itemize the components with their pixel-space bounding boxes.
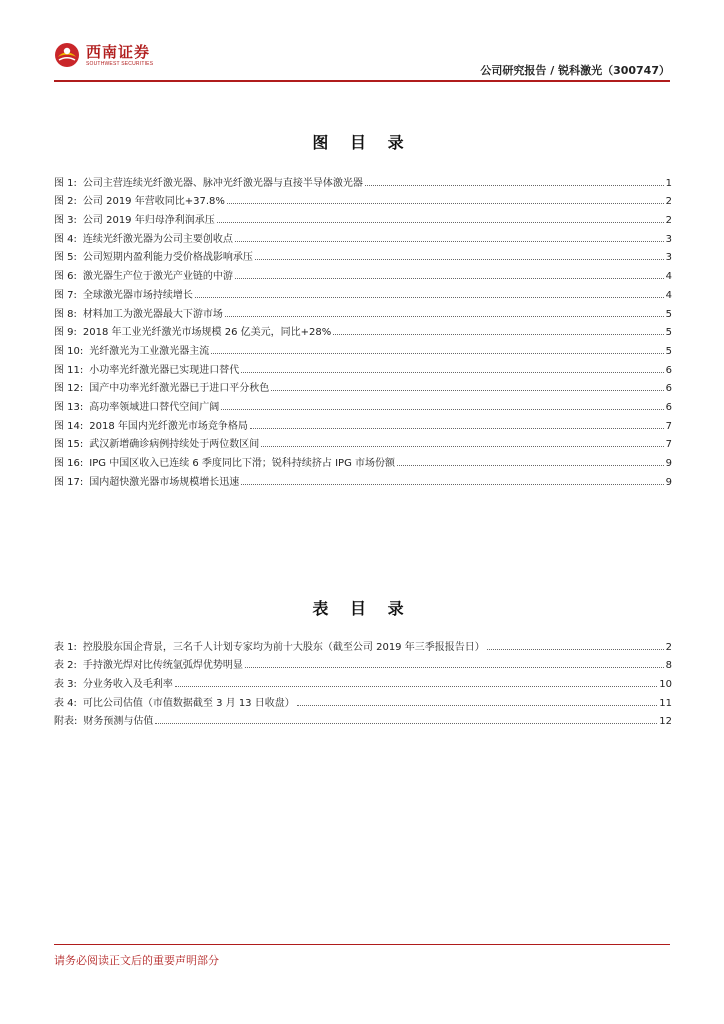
figures-toc-list bbox=[54, 170, 672, 488]
figure-toc-entry[interactable] bbox=[54, 189, 672, 208]
table-toc-entry[interactable] bbox=[54, 634, 672, 653]
figure-toc-entry-page: 2 bbox=[665, 215, 672, 227]
figure-toc-entry-caption: 国产中功率光纤激光器已于进口平分秋色 bbox=[89, 383, 270, 395]
figure-toc-entry-page: 9 bbox=[665, 458, 672, 469]
figure-toc-entry-leader bbox=[333, 334, 663, 335]
table-toc-entry[interactable] bbox=[54, 653, 672, 672]
figure-toc-entry-leader bbox=[261, 446, 663, 447]
figure-toc-entry-page: 4 bbox=[665, 289, 672, 301]
table-toc-entry-page: 8 bbox=[665, 660, 672, 672]
figure-toc-entry[interactable] bbox=[54, 170, 672, 189]
figure-toc-entry-page: 3 bbox=[665, 233, 672, 245]
figure-toc-entry-page: 5 bbox=[665, 345, 672, 357]
figure-toc-entry-page: 7 bbox=[665, 439, 672, 451]
figure-toc-entry-page: 2 bbox=[665, 196, 672, 208]
figure-toc-entry[interactable] bbox=[54, 245, 672, 264]
figure-toc-entry-leader bbox=[211, 353, 663, 354]
figure-toc-entry-page: 6 bbox=[665, 401, 672, 413]
figure-toc-entry-label: 图 1: bbox=[54, 177, 77, 189]
figure-toc-entry-caption: 小功率光纤激光器已实现进口替代 bbox=[89, 364, 240, 376]
tables-toc-title: 表 目 录 bbox=[312, 599, 412, 618]
logo-emblem-icon bbox=[54, 42, 80, 68]
figure-toc-entry[interactable] bbox=[54, 338, 672, 357]
table-toc-entry[interactable] bbox=[54, 709, 672, 728]
report-header-title: 公司研究报告 / 锐科激光（300747） bbox=[480, 64, 670, 77]
logo-english-name: SOUTHWEST SECURITIES bbox=[86, 60, 154, 67]
table-toc-entry-page: 11 bbox=[659, 697, 672, 709]
figure-toc-entry-caption: 2018 年工业光纤激光市场规模 26 亿美元，同比+28% bbox=[82, 327, 332, 339]
figure-toc-entry-leader bbox=[250, 428, 664, 429]
figure-toc-entry[interactable] bbox=[54, 376, 672, 395]
figure-toc-entry-leader bbox=[397, 465, 664, 466]
figure-toc-entry-leader bbox=[241, 484, 663, 485]
figure-toc-entry-caption: 国内超快激光器市场规模增长迅速 bbox=[89, 476, 240, 488]
figure-toc-entry-leader bbox=[221, 409, 663, 410]
figure-toc-entry-page: 1 bbox=[665, 177, 672, 189]
table-toc-entry-leader bbox=[487, 649, 664, 650]
figure-toc-entry-caption: IPG 中国区收入已连续 6 季度同比下滑；锐科持续挤占 IPG 市场份额 bbox=[89, 458, 395, 469]
figure-toc-entry-leader bbox=[271, 390, 663, 391]
figure-toc-entry-label: 图 8: bbox=[54, 308, 77, 320]
tables-toc-list bbox=[54, 634, 672, 727]
figure-toc-entry-page: 5 bbox=[665, 308, 672, 320]
figure-toc-entry-leader bbox=[235, 278, 664, 279]
figure-toc-entry-caption: 公司主营连续光纤激光器、脉冲光纤激光器与直接半导体激光器 bbox=[82, 177, 363, 189]
figure-toc-entry-caption: 2018 年国内光纤激光市场竞争格局 bbox=[89, 420, 248, 432]
figure-toc-entry-page: 6 bbox=[665, 383, 672, 395]
table-toc-entry-label: 表 1: bbox=[54, 641, 77, 653]
figure-toc-entry-caption: 公司 2019 年营收同比+37.8% bbox=[82, 196, 225, 208]
logo-chinese-name: 西南证券 bbox=[86, 42, 151, 61]
table-toc-entry[interactable] bbox=[54, 671, 672, 690]
figure-toc-entry-label: 图 12: bbox=[54, 383, 84, 395]
figure-toc-entry[interactable] bbox=[54, 301, 672, 320]
figure-toc-entry-caption: 全球激光器市场持续增长 bbox=[82, 289, 193, 301]
table-toc-entry-page: 12 bbox=[659, 716, 672, 728]
figure-toc-entry-label: 图 2: bbox=[54, 196, 77, 208]
figure-toc-entry[interactable] bbox=[54, 320, 672, 339]
table-toc-entry-leader bbox=[297, 705, 658, 706]
figure-toc-entry[interactable] bbox=[54, 263, 672, 282]
figure-toc-entry-caption: 公司 2019 年归母净利润承压 bbox=[82, 215, 215, 227]
header-divider bbox=[54, 80, 670, 82]
figure-toc-entry-leader bbox=[225, 316, 664, 317]
figure-toc-entry[interactable] bbox=[54, 357, 672, 376]
table-toc-entry-page: 10 bbox=[659, 679, 672, 691]
figure-toc-entry-page: 3 bbox=[665, 252, 672, 264]
figure-toc-entry-caption: 武汉新增确诊病例持续处于两位数区间 bbox=[89, 439, 260, 451]
table-toc-entry-caption: 财务预测与估值 bbox=[83, 716, 154, 728]
figure-toc-entry-label: 图 15: bbox=[54, 439, 84, 451]
company-logo bbox=[54, 42, 153, 68]
figure-toc-entry-page: 9 bbox=[665, 476, 672, 488]
figure-toc-entry-label: 图 3: bbox=[54, 215, 77, 227]
figure-toc-entry-label: 图 11: bbox=[54, 364, 84, 376]
figure-toc-entry-caption: 高功率领域进口替代空间广阔 bbox=[89, 401, 220, 413]
table-toc-entry-leader bbox=[175, 686, 657, 687]
figure-toc-entry-caption: 连续光纤激光器为公司主要创收点 bbox=[82, 233, 233, 245]
figure-toc-entry-caption: 材料加工为激光器最大下游市场 bbox=[82, 308, 223, 320]
figure-toc-entry[interactable] bbox=[54, 413, 672, 432]
figure-toc-entry-label: 图 16: bbox=[54, 458, 84, 469]
figure-toc-entry-page: 7 bbox=[665, 420, 672, 432]
figures-toc-title: 图 目 录 bbox=[312, 133, 412, 152]
figure-toc-entry-page: 5 bbox=[665, 327, 672, 339]
figure-toc-entry-leader bbox=[255, 259, 664, 260]
figure-toc-entry-label: 图 13: bbox=[54, 401, 84, 413]
figure-toc-entry-leader bbox=[241, 372, 663, 373]
table-toc-entry-caption: 分业务收入及毛利率 bbox=[82, 679, 173, 691]
figure-toc-entry-label: 图 9: bbox=[54, 327, 77, 339]
figure-toc-entry-label: 图 14: bbox=[54, 420, 84, 432]
table-toc-entry-label: 附表: bbox=[54, 716, 78, 728]
figure-toc-entry[interactable] bbox=[54, 469, 672, 488]
figure-toc-entry[interactable] bbox=[54, 226, 672, 245]
figure-toc-entry-label: 图 6: bbox=[54, 271, 77, 283]
figure-toc-entry-page: 6 bbox=[665, 364, 672, 376]
figure-toc-entry[interactable] bbox=[54, 207, 672, 226]
figure-toc-entry[interactable] bbox=[54, 450, 672, 469]
figure-toc-entry-leader bbox=[195, 297, 664, 298]
table-toc-entry-caption: 手持激光焊对比传统氩弧焊优势明显 bbox=[82, 660, 243, 672]
figure-toc-entry-leader bbox=[235, 241, 664, 242]
table-toc-entry-page: 2 bbox=[665, 641, 672, 653]
table-toc-entry-label: 表 2: bbox=[54, 660, 77, 672]
figure-toc-entry-label: 图 5: bbox=[54, 252, 77, 264]
figure-toc-entry[interactable] bbox=[54, 432, 672, 451]
figure-toc-entry-label: 图 10: bbox=[54, 345, 84, 357]
table-toc-entry-label: 表 3: bbox=[54, 679, 77, 691]
footer-divider bbox=[54, 944, 670, 945]
table-toc-entry-leader bbox=[245, 667, 664, 668]
figure-toc-entry-label: 图 17: bbox=[54, 476, 84, 488]
table-toc-entry[interactable] bbox=[54, 690, 672, 709]
table-toc-entry-caption: 可比公司估值（市值数据截至 3 月 13 日收盘） bbox=[82, 697, 295, 709]
figure-toc-entry[interactable] bbox=[54, 394, 672, 413]
figure-toc-entry-label: 图 4: bbox=[54, 233, 77, 245]
figure-toc-entry-leader bbox=[365, 185, 664, 186]
figure-toc-entry-caption: 公司短期内盈利能力受价格战影响承压 bbox=[82, 252, 253, 264]
figure-toc-entry-caption: 光纤激光为工业激光器主流 bbox=[89, 345, 210, 357]
figure-toc-entry[interactable] bbox=[54, 282, 672, 301]
figure-toc-entry-caption: 激光器生产位于激光产业链的中游 bbox=[82, 271, 233, 283]
table-toc-entry-caption: 控股股东国企背景，三名千人计划专家均为前十大股东（截至公司 2019 年三季报报告日） bbox=[82, 641, 485, 653]
footer-disclaimer: 请务必阅读正文后的重要声明部分 bbox=[54, 954, 219, 967]
table-toc-entry-label: 表 4: bbox=[54, 697, 77, 709]
table-toc-entry-leader bbox=[155, 723, 657, 724]
figure-toc-entry-leader bbox=[227, 203, 664, 204]
figure-toc-entry-page: 4 bbox=[665, 271, 672, 283]
figure-toc-entry-label: 图 7: bbox=[54, 289, 77, 301]
figure-toc-entry-leader bbox=[217, 222, 664, 223]
